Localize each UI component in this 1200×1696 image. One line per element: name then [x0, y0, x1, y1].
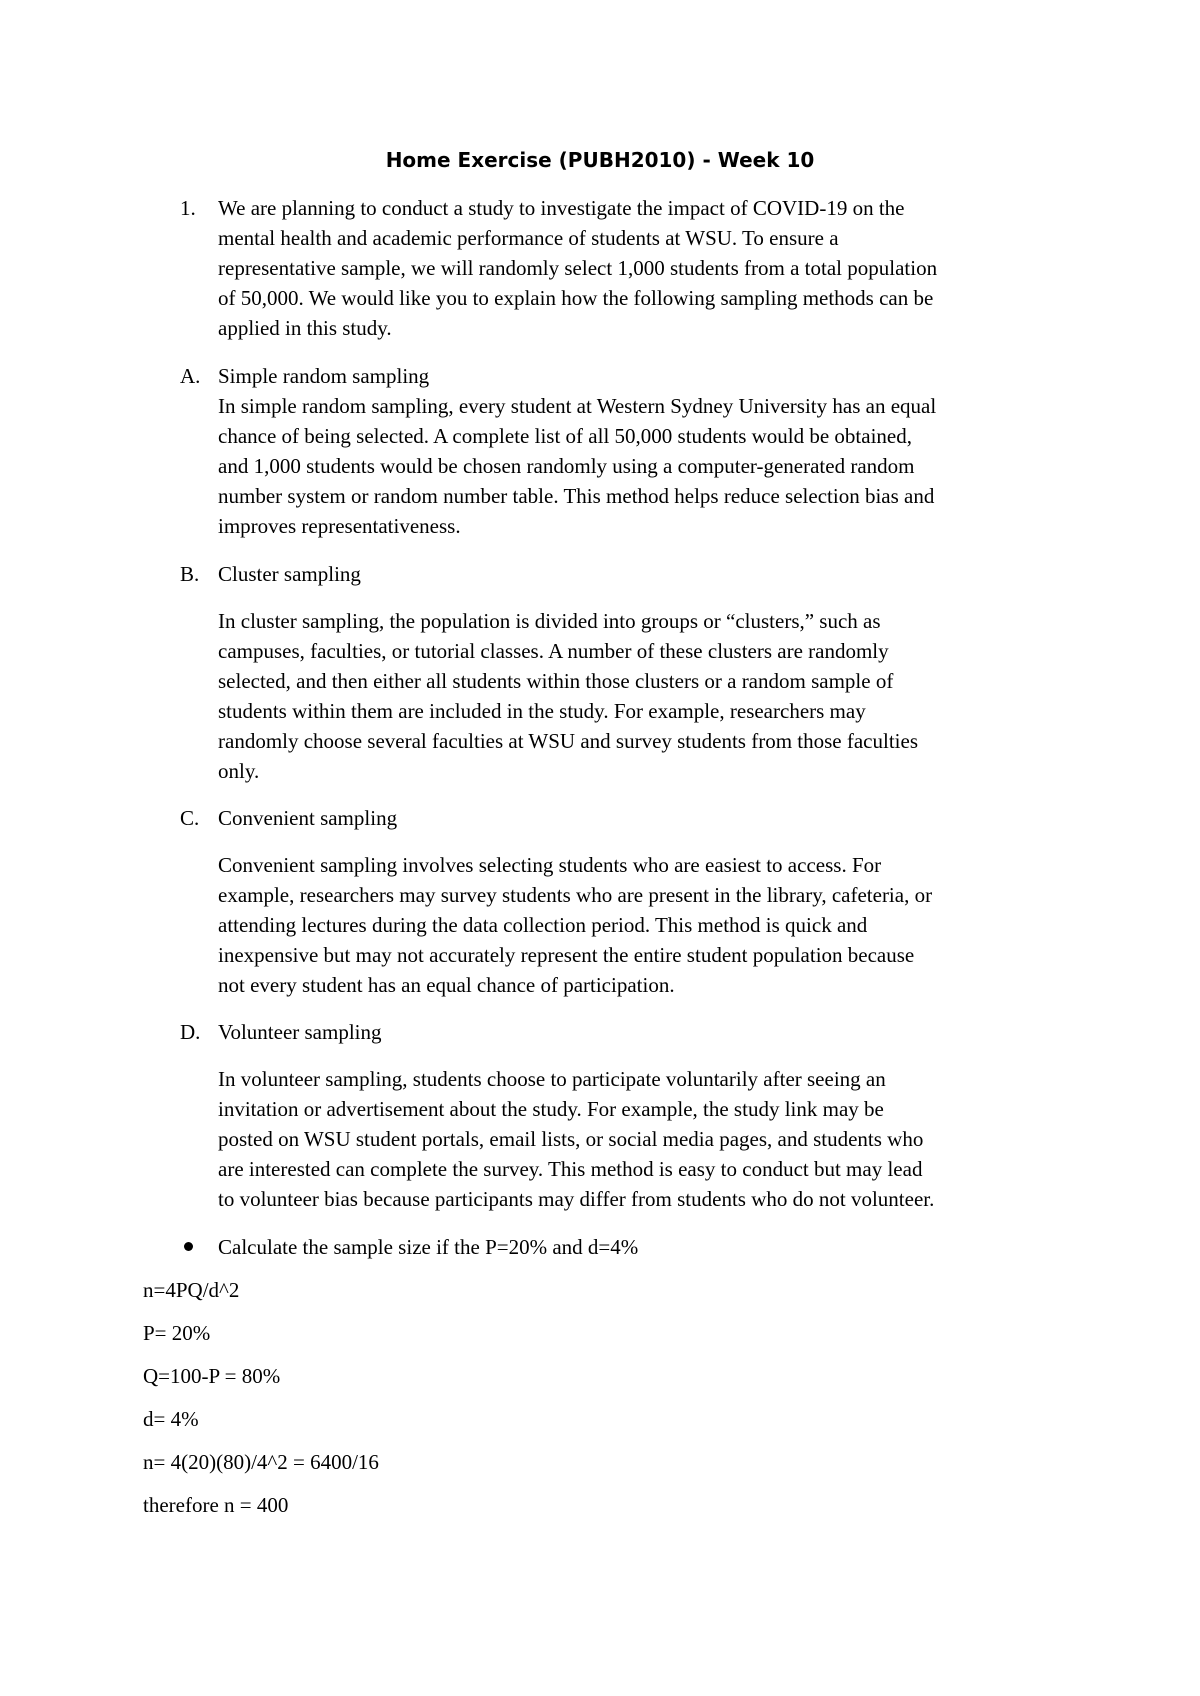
calc-line: Q=100-P = 80%: [143, 1364, 281, 1388]
method-line: posted on WSU student portals, email lists, or social media pages, and students who: [218, 1127, 924, 1151]
method-line: are interested can complete the survey. This method is easy to conduct but may lead: [218, 1157, 923, 1181]
method-line: not every student has an equal chance of participation.: [218, 973, 675, 997]
method-letter-b: B.: [180, 562, 200, 586]
calc-line: therefore n = 400: [143, 1493, 289, 1517]
method-volunteer-body: [218, 1064, 1078, 1214]
method-line: invitation or advertisement about the study. For example, the study link may be: [218, 1097, 884, 1121]
method-line: attending lectures during the data collection period. This method is quick and: [218, 913, 868, 937]
method-heading: Volunteer sampling: [218, 1020, 382, 1044]
method-line: chance of being selected. A complete list of all 50,000 students would be obtained,: [218, 424, 912, 448]
question-line: applied in this study.: [218, 316, 392, 340]
method-line: example, researchers may survey students who are present in the library, cafeteria, or: [218, 883, 933, 907]
method-heading: Cluster sampling: [218, 562, 361, 586]
question-line: representative sample, we will randomly select 1,000 students from a total population: [218, 256, 938, 280]
method-heading: Simple random sampling: [218, 364, 430, 388]
method-line: students within them are included in the study. For example, researchers may: [218, 699, 866, 723]
method-line: campuses, faculties, or tutorial classes. A number of these clusters are randomly: [218, 639, 889, 663]
question-text: [218, 193, 1078, 343]
method-letter-c: C.: [180, 806, 200, 830]
method-line: inexpensive but may not accurately represent the entire student population because: [218, 943, 915, 967]
question-line: of 50,000. We would like you to explain how the following sampling methods can be: [218, 286, 934, 310]
calc-line: P= 20%: [143, 1321, 211, 1345]
method-line: number system or random number table. This method helps reduce selection bias and: [218, 484, 935, 508]
bullet-dot-icon: [184, 1242, 193, 1251]
method-line: and 1,000 students would be chosen randomly using a computer-generated random: [218, 454, 915, 478]
question-number: 1.: [180, 196, 196, 220]
calc-line: d= 4%: [143, 1407, 199, 1431]
question-line: We are planning to conduct a study to investigate the impact of COVID-19 on the: [218, 196, 905, 220]
method-convenient-body: [218, 850, 1078, 1000]
method-line: selected, and then either all students within those clusters or a random sample of: [218, 669, 894, 693]
method-convenient: [218, 803, 1078, 833]
method-line: In cluster sampling, the population is divided into groups or “clusters,” such as: [218, 609, 881, 633]
calc-line: n= 4(20)(80)/4^2 = 6400/16: [143, 1450, 379, 1474]
question-line: mental health and academic performance of students at WSU. To ensure a: [218, 226, 839, 250]
page-title: Home Exercise (PUBH2010) - Week 10: [385, 148, 815, 172]
bullet-text: Calculate the sample size if the P=20% and d=4%: [218, 1235, 639, 1259]
method-cluster-body: [218, 606, 1078, 786]
method-line: Convenient sampling involves selecting students who are easiest to access. For: [218, 853, 882, 877]
method-volunteer: [218, 1017, 1078, 1047]
method-line: In simple random sampling, every student at Western Sydney University has an equal: [218, 394, 937, 418]
method-letter-d: D.: [180, 1020, 201, 1044]
method-simple-random: [218, 361, 1078, 541]
method-line: randomly choose several faculties at WSU and survey students from those faculties: [218, 729, 919, 753]
bullet-item: [218, 1232, 1078, 1262]
method-letter-a: A.: [180, 364, 201, 388]
method-line: improves representativeness.: [218, 514, 461, 538]
method-line: In volunteer sampling, students choose to participate voluntarily after seeing an: [218, 1067, 886, 1091]
method-cluster: [218, 559, 1078, 589]
method-line: only.: [218, 759, 260, 783]
method-heading: Convenient sampling: [218, 806, 398, 830]
method-line: to volunteer bias because participants may differ from students who do not volunteer.: [218, 1187, 935, 1211]
calc-line: n=4PQ/d^2: [143, 1278, 240, 1302]
